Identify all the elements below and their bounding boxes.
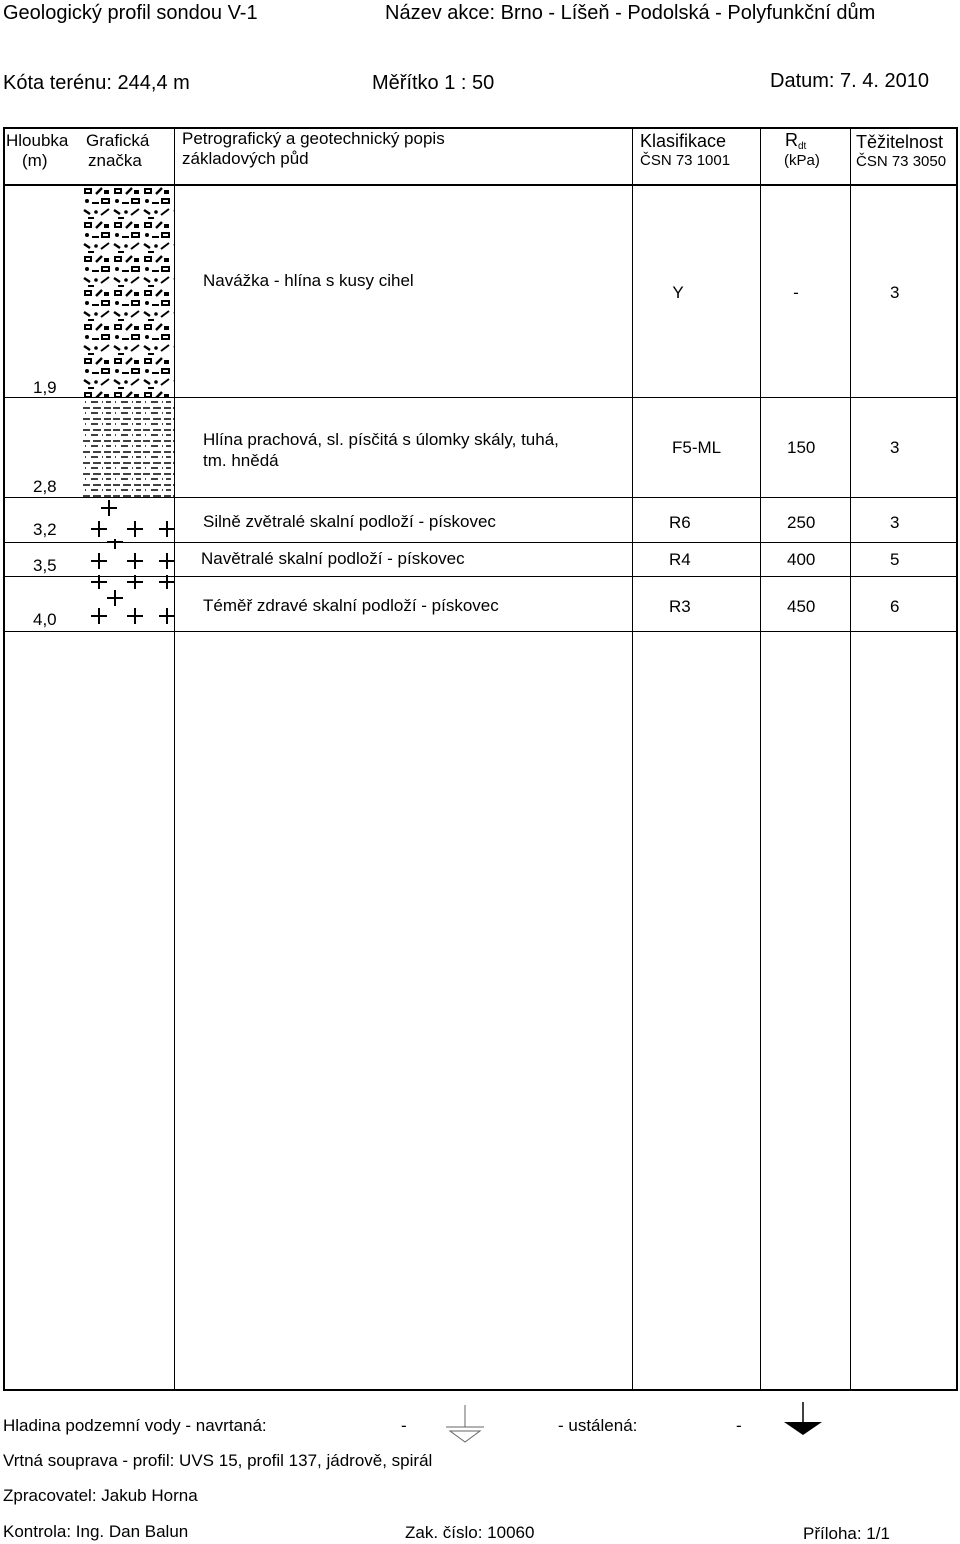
groundwater-stable-value: - (736, 1416, 742, 1435)
col-depth-header: Hloubka (m) (6, 131, 69, 170)
col-symbol-header: Grafická značka (86, 131, 150, 170)
attachment-number: Příloha: 1/1 (803, 1524, 890, 1543)
layer-classification: Y (672, 283, 684, 302)
graphic-symbols (82, 186, 174, 632)
layer-depth: 1,9 (33, 378, 57, 397)
layer-diggability: 3 (890, 438, 900, 457)
column-divider (632, 129, 633, 1390)
layer-rdt: - (793, 283, 799, 302)
layer-description: Téměř zdravé skalní podloží - pískovec (203, 596, 499, 615)
column-divider (850, 129, 851, 1390)
col-description-header: Petrografický a geotechnický popis základových půd (182, 129, 445, 168)
drilling-rig: Vrtná souprava - profil: UVS 15, profil 137, jádrově, spirál (3, 1451, 433, 1470)
scale: Měřítko 1 : 50 (372, 72, 495, 94)
layer-description: Navážka - hlína s kusy cihel (203, 271, 414, 290)
order-number: Zak. číslo: 10060 (405, 1523, 535, 1542)
layer-rdt: 250 (787, 513, 816, 532)
groundwater-label: Hladina podzemní vody - navrtaná: (3, 1416, 267, 1435)
layer-depth: 3,5 (33, 556, 57, 575)
layer-classification: F5-ML (672, 438, 722, 457)
terrain-elevation: Kóta terénu: 244,4 m (3, 72, 190, 94)
layer-rdt: 400 (787, 550, 816, 569)
layer-description: Hlína prachová, sl. písčitá s úlomky skály, tuhá, tm. hnědá (203, 430, 559, 470)
groundwater-drilled-value: - (401, 1416, 407, 1435)
groundwater-stable-label: - ustálená: (558, 1416, 638, 1435)
layer-depth: 3,2 (33, 520, 57, 539)
groundwater-drilled-icon (446, 1405, 486, 1443)
layer-description: Navětralé skalní podloží - pískovec (201, 549, 465, 568)
checked-by: Kontrola: Ing. Dan Balun (3, 1522, 189, 1541)
col-rdt-header: Rdt (kPa) (784, 130, 820, 169)
col-classification-header: Klasifikace ČSN 73 1001 (640, 131, 731, 169)
layer-classification: R4 (669, 550, 691, 569)
layer-classification: R3 (669, 597, 691, 616)
layer-rdt: 450 (787, 597, 816, 616)
project-name: Název akce: Brno - Líšeň - Podolská - Polyfunkční dům (385, 2, 876, 24)
col-diggability-header: Těžitelnost ČSN 73 3050 (856, 132, 947, 170)
profile-title: Geologický profil sondou V-1 (3, 2, 258, 24)
column-divider (174, 129, 175, 1390)
groundwater-stable-icon (784, 1402, 824, 1436)
column-divider (760, 129, 761, 1390)
layer-classification: R6 (669, 513, 691, 532)
layer-description: Silně zvětralé skalní podloží - pískovec (203, 512, 496, 531)
layer-diggability: 6 (890, 597, 900, 616)
layer-diggability: 3 (890, 513, 900, 532)
processed-by: Zpracovatel: Jakub Horna (3, 1486, 198, 1505)
layer-rdt: 150 (787, 438, 816, 457)
layer-depth: 2,8 (33, 477, 57, 496)
layer-diggability: 3 (890, 283, 900, 302)
layer-diggability: 5 (890, 550, 900, 569)
layer-depth: 4,0 (33, 610, 57, 629)
date: Datum: 7. 4. 2010 (770, 70, 929, 92)
